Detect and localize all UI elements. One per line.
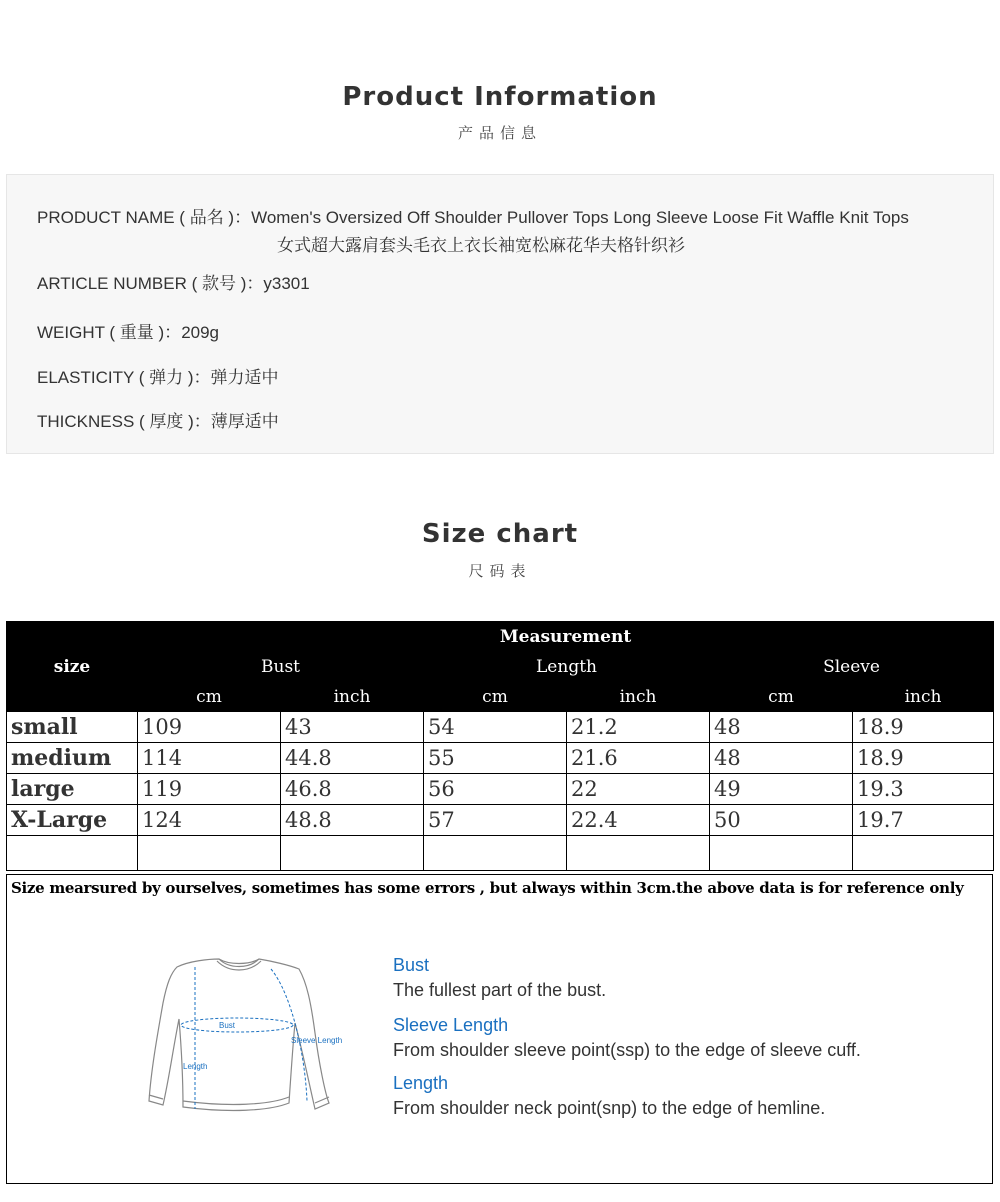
unit-header: cm bbox=[138, 682, 281, 712]
table-cell: 119 bbox=[138, 774, 281, 805]
article-number-row bbox=[37, 269, 310, 294]
article-number-value: y3301 bbox=[263, 274, 310, 293]
table-cell: 18.9 bbox=[853, 712, 994, 743]
thickness-row bbox=[37, 407, 279, 432]
definition-term: Length bbox=[393, 1073, 449, 1093]
size-header: size bbox=[7, 622, 138, 712]
definition-term: Sleeve Length bbox=[393, 1015, 509, 1035]
unit-header: cm bbox=[424, 682, 567, 712]
product-name-value-en: Women's Oversized Off Shoulder Pullover Tops Long Sleeve Loose Fit Waffle Knit Tops bbox=[251, 208, 909, 227]
definition-sleeve-length bbox=[393, 1015, 861, 1061]
group-header-sleeve: Sleeve bbox=[710, 652, 994, 682]
measurement-header: Measurement bbox=[138, 622, 994, 652]
size-cell: medium bbox=[7, 743, 138, 774]
table-row-empty bbox=[7, 836, 994, 871]
size-note: Size mearsured by ourselves, sometimes has some errors , but always within 3cm.the above data is for reference only bbox=[11, 879, 964, 897]
definition-length bbox=[393, 1073, 825, 1119]
sleeve-measure-line bbox=[271, 969, 307, 1101]
elasticity-value: 弹力适中 bbox=[210, 368, 279, 387]
table-cell: 46.8 bbox=[281, 774, 424, 805]
table-cell: 124 bbox=[138, 805, 281, 836]
weight-row bbox=[37, 318, 219, 343]
article-number-label: ARTICLE NUMBER ( 款号 )： bbox=[37, 274, 264, 293]
table-cell bbox=[138, 836, 281, 871]
table-row bbox=[7, 805, 994, 836]
definition-desc: The fullest part of the bust. bbox=[393, 980, 607, 1000]
product-name-row bbox=[37, 203, 909, 228]
group-header-length: Length bbox=[424, 652, 710, 682]
size-cell: small bbox=[7, 712, 138, 743]
size-cell: X-Large bbox=[7, 805, 138, 836]
table-cell bbox=[281, 836, 424, 871]
definition-bust bbox=[393, 955, 606, 1001]
shirt-diagram bbox=[119, 953, 359, 1123]
table-cell: 54 bbox=[424, 712, 567, 743]
table-cell: 114 bbox=[138, 743, 281, 774]
table-cell: 56 bbox=[424, 774, 567, 805]
weight-label: WEIGHT ( 重量 )： bbox=[37, 323, 182, 342]
definition-desc: From shoulder neck point(snp) to the edge of hemline. bbox=[393, 1098, 826, 1118]
table-cell: 48.8 bbox=[281, 805, 424, 836]
size-chart-title: Size chart bbox=[421, 519, 579, 549]
table-cell: 49 bbox=[710, 774, 853, 805]
size-table bbox=[6, 621, 994, 871]
table-cell: 18.9 bbox=[853, 743, 994, 774]
table-cell bbox=[853, 836, 994, 871]
table-row bbox=[7, 774, 994, 805]
definition-desc: From shoulder sleeve point(ssp) to the edge of sleeve cuff. bbox=[393, 1040, 861, 1060]
table-cell bbox=[710, 836, 853, 871]
product-name-value-cn: 女式超大露肩套头毛衣上衣长袖宽松麻花华夫格针织衫 bbox=[277, 236, 685, 255]
bust-measure-line bbox=[181, 1018, 293, 1032]
table-header-row bbox=[7, 622, 994, 652]
elasticity-row bbox=[37, 363, 279, 388]
sleeve-diagram-label: Sleeve Length bbox=[291, 1036, 343, 1045]
table-cell: 55 bbox=[424, 743, 567, 774]
size-chart-subtitle: 尺码表 bbox=[468, 562, 532, 580]
definition-term: Bust bbox=[393, 955, 430, 975]
group-header-bust: Bust bbox=[138, 652, 424, 682]
thickness-label: THICKNESS ( 厚度 )： bbox=[37, 412, 211, 431]
bust-diagram-label: Bust bbox=[219, 1021, 236, 1030]
table-cell: 22 bbox=[567, 774, 710, 805]
thickness-value: 薄厚适中 bbox=[210, 412, 279, 431]
table-cell: 109 bbox=[138, 712, 281, 743]
product-info-title: Product Information bbox=[342, 82, 658, 112]
table-cell: 48 bbox=[710, 712, 853, 743]
table-cell bbox=[567, 836, 710, 871]
unit-header: inch bbox=[281, 682, 424, 712]
size-note-box bbox=[6, 874, 993, 1184]
weight-value: 209g bbox=[181, 323, 220, 342]
unit-header: inch bbox=[853, 682, 994, 712]
table-cell bbox=[424, 836, 567, 871]
table-unit-row bbox=[7, 682, 994, 712]
table-cell: 19.7 bbox=[853, 805, 994, 836]
table-cell: 21.6 bbox=[567, 743, 710, 774]
table-row bbox=[7, 712, 994, 743]
table-cell: 43 bbox=[281, 712, 424, 743]
elasticity-label: ELASTICITY ( 弹力 )： bbox=[37, 368, 211, 387]
table-cell: 22.4 bbox=[567, 805, 710, 836]
length-diagram-label: Length bbox=[183, 1062, 208, 1071]
table-cell: 57 bbox=[424, 805, 567, 836]
table-row bbox=[7, 743, 994, 774]
table-group-row bbox=[7, 652, 994, 682]
product-info-box bbox=[6, 174, 994, 454]
size-cell: large bbox=[7, 774, 138, 805]
table-cell: 19.3 bbox=[853, 774, 994, 805]
table-cell: 48 bbox=[710, 743, 853, 774]
unit-header: cm bbox=[710, 682, 853, 712]
product-info-subtitle: 产品信息 bbox=[457, 124, 542, 142]
table-cell bbox=[7, 836, 138, 871]
product-name-label: PRODUCT NAME ( 品名 )： bbox=[37, 208, 252, 227]
table-cell: 21.2 bbox=[567, 712, 710, 743]
unit-header: inch bbox=[567, 682, 710, 712]
table-cell: 44.8 bbox=[281, 743, 424, 774]
table-cell: 50 bbox=[710, 805, 853, 836]
